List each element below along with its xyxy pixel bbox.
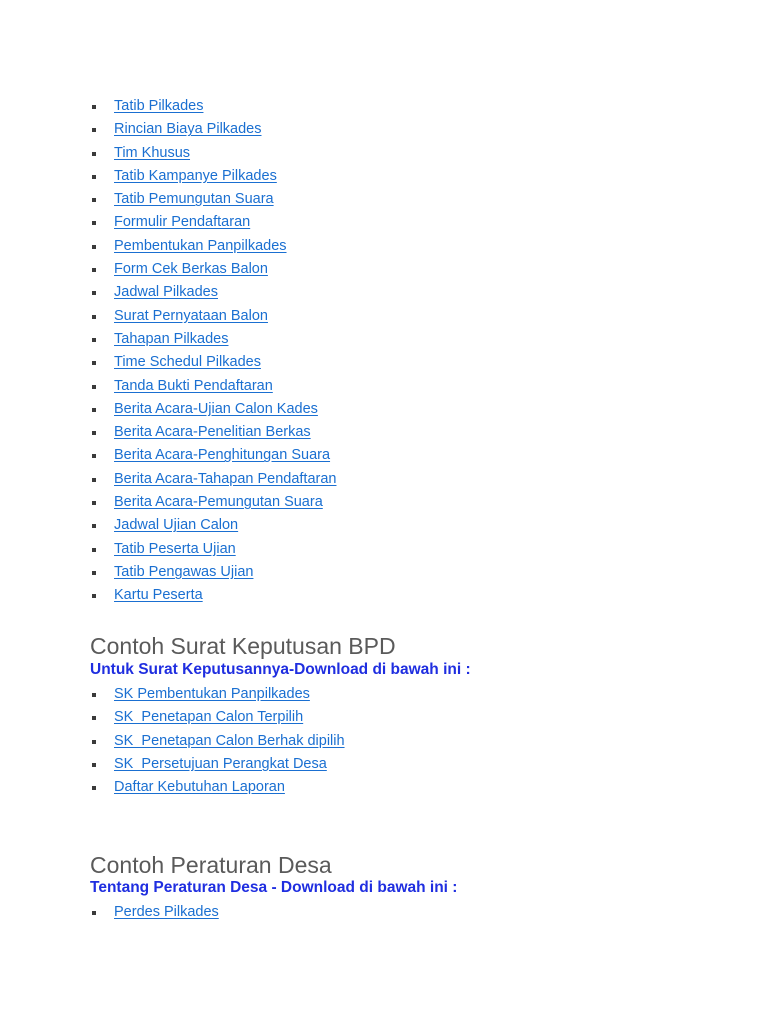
list-item xyxy=(90,95,336,118)
square-bullet-icon xyxy=(92,594,96,598)
download-link[interactable]: Kartu Peserta xyxy=(114,587,203,604)
bpd-section-title: Contoh Surat Keputusan BPD xyxy=(90,633,396,659)
download-link[interactable]: SK_Penetapan Calon Berhak dipilih xyxy=(114,732,345,749)
download-link-list xyxy=(90,95,336,608)
list-item xyxy=(90,584,336,607)
square-bullet-icon xyxy=(92,268,96,272)
download-link[interactable]: Berita Acara-Pemungutan Suara xyxy=(114,494,323,511)
download-link[interactable]: SK_Penetapan Calon Terpilih xyxy=(114,709,304,726)
list-item xyxy=(90,258,336,281)
square-bullet-icon xyxy=(92,361,96,365)
download-link[interactable]: Time Schedul Pilkades xyxy=(114,354,261,371)
square-bullet-icon xyxy=(92,315,96,319)
download-link[interactable]: Tatib Kampanye Pilkades xyxy=(114,167,277,184)
square-bullet-icon xyxy=(92,693,96,697)
list-item xyxy=(90,491,336,514)
download-link[interactable]: Perdes Pilkades xyxy=(114,904,219,920)
download-link[interactable]: Tahapan Pilkades xyxy=(114,330,229,347)
square-bullet-icon xyxy=(92,408,96,412)
perdes-section-subtitle: Tentang Peraturan Desa - Download di bawah ini : xyxy=(90,879,458,896)
list-item xyxy=(90,683,345,706)
square-bullet-icon xyxy=(92,478,96,482)
download-link[interactable]: Formulir Pendaftaran xyxy=(114,214,251,231)
square-bullet-icon xyxy=(92,128,96,132)
download-link[interactable]: Tim Khusus xyxy=(114,144,191,161)
square-bullet-icon xyxy=(92,431,96,435)
square-bullet-icon xyxy=(92,338,96,342)
square-bullet-icon xyxy=(92,105,96,109)
square-bullet-icon xyxy=(92,245,96,249)
list-item xyxy=(90,375,336,398)
square-bullet-icon xyxy=(92,716,96,720)
download-link[interactable]: Form Cek Berkas Balon xyxy=(114,261,268,278)
download-link[interactable]: Tanda Bukti Pendaftaran xyxy=(114,377,273,394)
list-item xyxy=(90,328,336,351)
square-bullet-icon xyxy=(92,221,96,225)
download-link[interactable]: SK Pembentukan Panpilkades xyxy=(114,686,310,702)
square-bullet-icon xyxy=(92,291,96,295)
list-item xyxy=(90,776,345,799)
list-item xyxy=(90,730,345,753)
download-link[interactable]: Surat Pernyataan Balon xyxy=(114,307,268,324)
list-item xyxy=(90,118,336,141)
bpd-link-list xyxy=(90,683,345,799)
square-bullet-icon xyxy=(92,763,96,767)
list-item xyxy=(90,305,336,328)
list-item xyxy=(90,753,345,776)
list-item xyxy=(90,165,336,188)
list-item xyxy=(90,444,336,467)
square-bullet-icon xyxy=(92,740,96,744)
download-link[interactable]: Berita Acara-Penghitungan Suara xyxy=(114,447,331,464)
list-item xyxy=(90,561,336,584)
list-item xyxy=(90,514,336,537)
download-link[interactable]: Jadwal Pilkades xyxy=(114,284,218,301)
list-item xyxy=(90,538,336,561)
list-item xyxy=(90,281,336,304)
list-item xyxy=(90,211,336,234)
download-link[interactable]: Rincian Biaya Pilkades xyxy=(114,121,262,138)
square-bullet-icon xyxy=(92,198,96,202)
download-link[interactable]: Tatib Pemungutan Suara xyxy=(114,191,274,208)
square-bullet-icon xyxy=(92,385,96,389)
download-link[interactable]: SK_Persetujuan Perangkat Desa xyxy=(114,755,327,772)
download-link[interactable]: Tatib Pengawas Ujian xyxy=(114,563,254,580)
square-bullet-icon xyxy=(92,571,96,575)
download-link[interactable]: Jadwal Ujian Calon xyxy=(114,517,239,534)
list-item xyxy=(90,398,336,421)
square-bullet-icon xyxy=(92,524,96,528)
download-link[interactable]: Berita Acara-Tahapan Pendaftaran xyxy=(114,470,337,487)
list-item xyxy=(90,706,345,729)
square-bullet-icon xyxy=(92,786,96,790)
list-item xyxy=(90,188,336,211)
square-bullet-icon xyxy=(92,454,96,458)
download-link[interactable]: Berita Acara-Penelitian Berkas xyxy=(114,424,311,441)
square-bullet-icon xyxy=(92,911,96,915)
list-item xyxy=(90,351,336,374)
list-item xyxy=(90,901,219,924)
download-link[interactable]: Tatib Peserta Ujian xyxy=(114,540,236,557)
bpd-section-subtitle: Untuk Surat Keputusannya-Download di bawah ini : xyxy=(90,661,471,678)
download-link[interactable]: Daftar Kebutuhan Laporan xyxy=(114,779,285,796)
square-bullet-icon xyxy=(92,175,96,179)
square-bullet-icon xyxy=(92,152,96,156)
list-item xyxy=(90,235,336,258)
square-bullet-icon xyxy=(92,501,96,505)
perdes-link-list xyxy=(90,901,219,924)
square-bullet-icon xyxy=(92,548,96,552)
list-item xyxy=(90,421,336,444)
list-item xyxy=(90,468,336,491)
download-link[interactable]: Pembentukan Panpilkades xyxy=(114,237,287,254)
download-link[interactable]: Tatib Pilkades xyxy=(114,98,204,114)
perdes-section-title: Contoh Peraturan Desa xyxy=(90,852,332,878)
list-item xyxy=(90,142,336,165)
download-link[interactable]: Berita Acara-Ujian Calon Kades xyxy=(114,400,318,417)
